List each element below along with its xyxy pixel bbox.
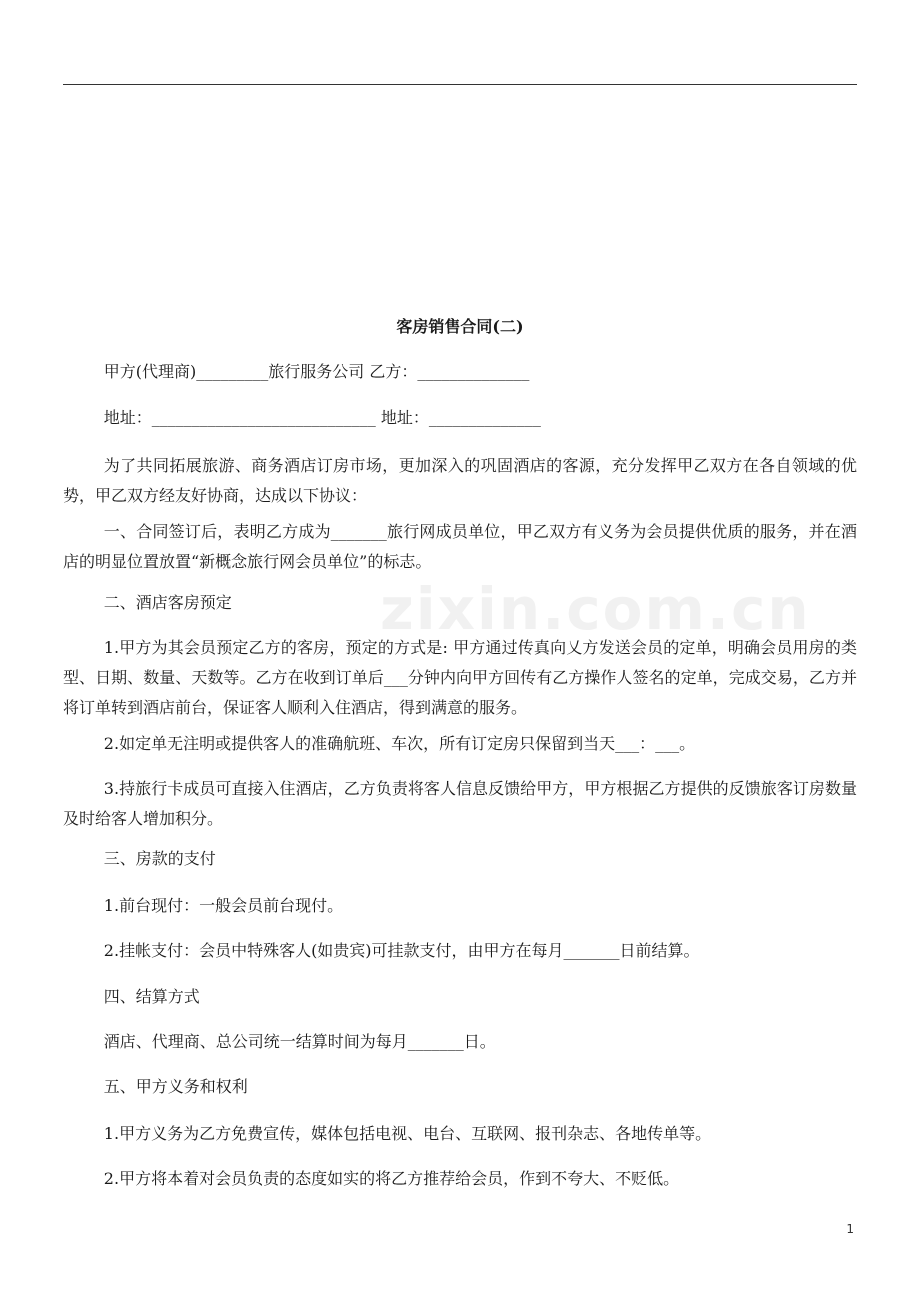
- address-line: 地址：____________________________ 地址：______________: [103, 408, 541, 427]
- party-line: 甲方(代理商)_________旅行服务公司 乙方：______________: [103, 362, 530, 381]
- clause-4: 酒店、代理商、总公司统一结算时间为每月_______日。: [103, 1032, 496, 1051]
- section-heading-settlement: 四、结算方式: [103, 987, 200, 1006]
- section-heading-party-a: 五、甲方义务和权利: [103, 1077, 248, 1096]
- document-title: 客房销售合同(二): [396, 317, 524, 336]
- clause-5-1: 1.甲方义务为乙方免费宣传，媒体包括电视、电台、互联网、报刊杂志、各地传单等。: [103, 1124, 712, 1143]
- clause-2-1: 1.甲方为其会员预定乙方的客房，预定的方式是: 甲方通过传真向乂方发送会员的定单，明确会员用房的类型、日期、数量、天数等。乙方在收到订单后___分钟内向甲方回传有乙方操作人签名的定单，完成交易，乙方并将订单转到酒店前台，保证客人顺利入住酒店，得到满意的服务。: [63, 638, 857, 717]
- section-heading-reservation: 二、酒店客房预定: [103, 593, 232, 612]
- header-rule: [63, 84, 857, 85]
- clause-3-2: 2.挂帐支付：会员中特殊客人(如贵宾)可挂款支付，由甲方在每月_______日前结算。: [103, 941, 700, 960]
- clause-5-2: 2.甲方将本着对会员负责的态度如实的将乙方推荐给会员，作到不夸大、不贬低。: [103, 1169, 680, 1188]
- section-heading-payment: 三、房款的支付: [103, 849, 216, 868]
- clause-3-1: 1.前台现付：一般会员前台现付。: [103, 896, 344, 915]
- intro-paragraph: 为了共同拓展旅游、商务酒店订房市场，更加深入的巩固酒店的客源，充分发挥甲乙双方在各自领域的优势，甲乙双方经友好协商，达成以下协议：: [63, 456, 857, 505]
- page-number: 1: [846, 1222, 854, 1236]
- clause-2-2: 2.如定单无注明或提供客人的准确航班、车次，所有订定房只保留到当天___：___。: [103, 734, 696, 753]
- clause-1: 一、合同签订后，表明乙方成为_______旅行网成员单位，甲乙双方有义务为会员提供优质的服务，并在酒店的明显位置放置“新概念旅行网会员单位”的标志。: [63, 522, 857, 571]
- watermark: zixin.com.cn: [380, 575, 811, 643]
- clause-2-3: 3.持旅行卡成员可直接入住酒店，乙方负责将客人信息反馈给甲方，甲方根据乙方提供的反馈旅客订房数量及时给客人增加积分。: [63, 779, 857, 828]
